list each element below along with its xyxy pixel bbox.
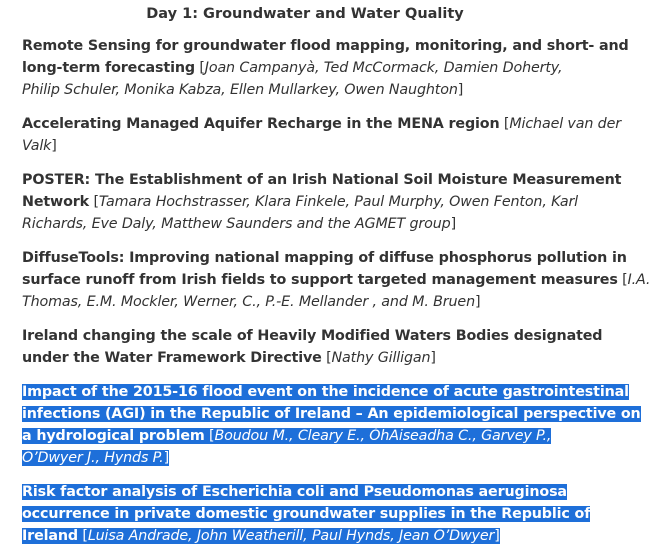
entry-line [22, 381, 629, 403]
entry-line [22, 269, 650, 291]
line-text [22, 350, 436, 366]
entry-line [22, 503, 592, 525]
bracket-text: [ [499, 116, 510, 132]
entry-authors: Thomas, E.M. Mockler, Werner, C., P.-E. Mellander , and M. Bruen [22, 294, 475, 310]
entry-line [22, 447, 592, 469]
entry-line [22, 35, 629, 57]
bracket-text: ] [163, 450, 170, 466]
selection-highlight [22, 484, 567, 500]
bracket-text: ] [450, 216, 457, 232]
line-text [22, 116, 621, 132]
line-text [22, 216, 456, 232]
entry-authors: Valk [22, 138, 52, 154]
bracket-text: [ [77, 528, 88, 544]
line-text [22, 82, 463, 98]
presentation-entry [22, 35, 629, 101]
line-text [22, 138, 57, 154]
entry-line [22, 525, 592, 547]
entry-authors: Tamara Hochstrasser, Klara Finkele, Paul Murphy, Owen Fenton, Karl [98, 194, 579, 210]
line-text [22, 294, 480, 310]
entry-title: Ireland changing the scale of Heavily Modified Waters Bodies designated [22, 328, 603, 344]
line-text [22, 38, 629, 54]
bracket-text: ] [474, 294, 481, 310]
selection-highlight [22, 428, 551, 444]
entry-title: a hydrological problem [22, 428, 205, 444]
section-heading: Day 1: Groundwater and Water Quality [146, 6, 464, 22]
presentation-entry [22, 169, 622, 235]
entry-title: POSTER: The Establishment of an Irish National Soil Moisture Measurement [22, 172, 622, 188]
selection-highlight [22, 406, 641, 422]
bracket-text: ] [51, 138, 57, 154]
entry-authors: Michael van der [509, 116, 621, 132]
presentation-entry [22, 325, 603, 369]
presentation-entry [22, 247, 650, 313]
selection-highlight [22, 528, 500, 544]
entry-line [22, 347, 592, 369]
entry-line [22, 403, 641, 425]
selection-highlight [22, 450, 169, 466]
entry-title: Network [22, 194, 90, 210]
entry-authors: O’Dwyer J., Hynds P. [22, 450, 164, 466]
entry-line [22, 247, 627, 269]
presentation-entry [22, 113, 621, 157]
bracket-text: ] [457, 82, 464, 98]
entry-title: surface runoff from Irish fields to support targeted management measures [22, 272, 618, 288]
bracket-text: [ [321, 350, 332, 366]
entry-line [22, 57, 592, 79]
entry-authors: Joan Campanyà, Ted McCormack, Damien Doherty, [204, 60, 563, 76]
entry-title: DiffuseTools: Improving national mapping of diffuse phosphorus pollution in [22, 250, 627, 266]
line-text [22, 172, 621, 188]
entry-authors: Luisa Andrade, John Weatherill, Paul Hynds, Jean O’Dwyer [87, 528, 495, 544]
presentation-list [22, 35, 650, 559]
line-text [22, 328, 602, 344]
entry-title: Impact of the 2015-16 flood event on the incidence of acute gastrointestinal [22, 384, 629, 400]
entry-line [22, 481, 592, 503]
entry-title: infections (AGI) in the Republic of Ireland – An epidemiological perspective on [22, 406, 641, 422]
entry-title: under the Water Framework Directive [22, 350, 322, 366]
bracket-text: [ [617, 272, 628, 288]
line-text [22, 272, 650, 288]
bracket-text: ] [430, 350, 436, 366]
entry-line [22, 291, 592, 313]
entry-title: Remote Sensing for groundwater flood mapping, monitoring, and short- and [22, 38, 629, 54]
entry-authors: Nathy Gilligan [331, 350, 431, 366]
entry-line [22, 325, 603, 347]
entry-authors: Richards, Eve Daly, Matthew Saunders and the AGMET group [22, 216, 451, 232]
bracket-text: [ [204, 428, 215, 444]
entry-authors: I.A. [627, 272, 650, 288]
entry-line [22, 113, 621, 135]
entry-title: Accelerating Managed Aquifer Recharge in the MENA region [22, 116, 500, 132]
presentation-entry [22, 381, 641, 469]
line-text [22, 250, 627, 266]
entry-line [22, 213, 592, 235]
line-text [22, 60, 562, 76]
entry-line [22, 135, 592, 157]
selection-highlight [22, 506, 590, 522]
entry-line [22, 169, 622, 191]
selection-highlight [22, 384, 629, 400]
entry-authors: Philip Schuler, Monika Kabza, Ellen Mullarkey, Owen Naughton [22, 82, 458, 98]
presentation-entry [22, 481, 592, 547]
entry-line [22, 79, 592, 101]
entry-title: Ireland [22, 528, 78, 544]
line-text [22, 194, 578, 210]
entry-line [22, 425, 592, 447]
entry-authors: Boudou M., Cleary E., ÓhAiseadha C., Garvey P., [214, 428, 552, 444]
bracket-text: ] [494, 528, 500, 544]
entry-title: Risk factor analysis of Escherichia coli and Pseudomonas aeruginosa [22, 484, 567, 500]
bracket-text: [ [89, 194, 99, 210]
entry-line [22, 191, 592, 213]
entry-title: long-term forecasting [22, 60, 195, 76]
bracket-text: [ [194, 60, 205, 76]
entry-title: occurrence in private domestic groundwater supplies in the Republic of [22, 506, 591, 522]
